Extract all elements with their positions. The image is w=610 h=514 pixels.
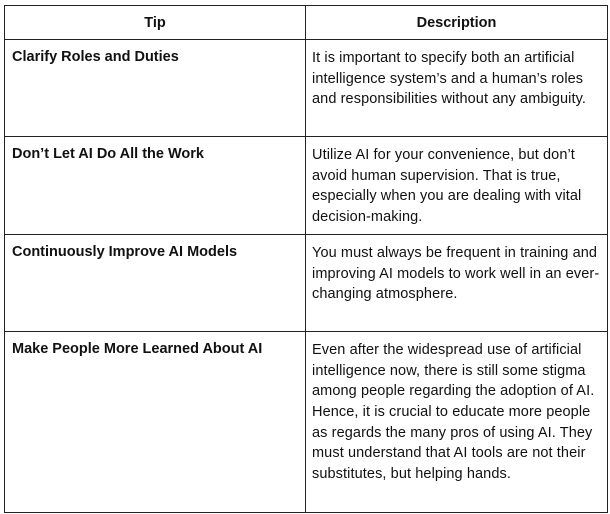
table-row xyxy=(5,331,608,512)
table-row xyxy=(5,137,608,235)
tip-cell: Continuously Improve AI Models xyxy=(5,234,306,331)
description-cell: Even after the widespread use of artificial intelligence now, there is still some stigma among people regarding the adoption of AI. Hence, it is crucial to educate more people as regards the many pros of using AI. They must understand that AI tools are not their substitutes, but helping hands. xyxy=(306,331,608,512)
table-row xyxy=(5,234,608,331)
tip-cell: Don’t Let AI Do All the Work xyxy=(5,137,306,235)
header-description: Description xyxy=(306,6,608,40)
description-cell: Utilize AI for your convenience, but don’t avoid human supervision. That is true, especially when you are dealing with vital decision-making. xyxy=(306,137,608,235)
tip-cell: Clarify Roles and Duties xyxy=(5,40,306,137)
description-cell: It is important to specify both an artificial intelligence system’s and a human’s roles and responsibilities without any ambiguity. xyxy=(306,40,608,137)
tips-table xyxy=(4,5,608,513)
table-row xyxy=(5,40,608,137)
tip-cell: Make People More Learned About AI xyxy=(5,331,306,512)
header-tip: Tip xyxy=(5,6,306,40)
table-header-row xyxy=(5,6,608,40)
description-cell: You must always be frequent in training and improving AI models to work well in an ever-changing atmosphere. xyxy=(306,234,608,331)
